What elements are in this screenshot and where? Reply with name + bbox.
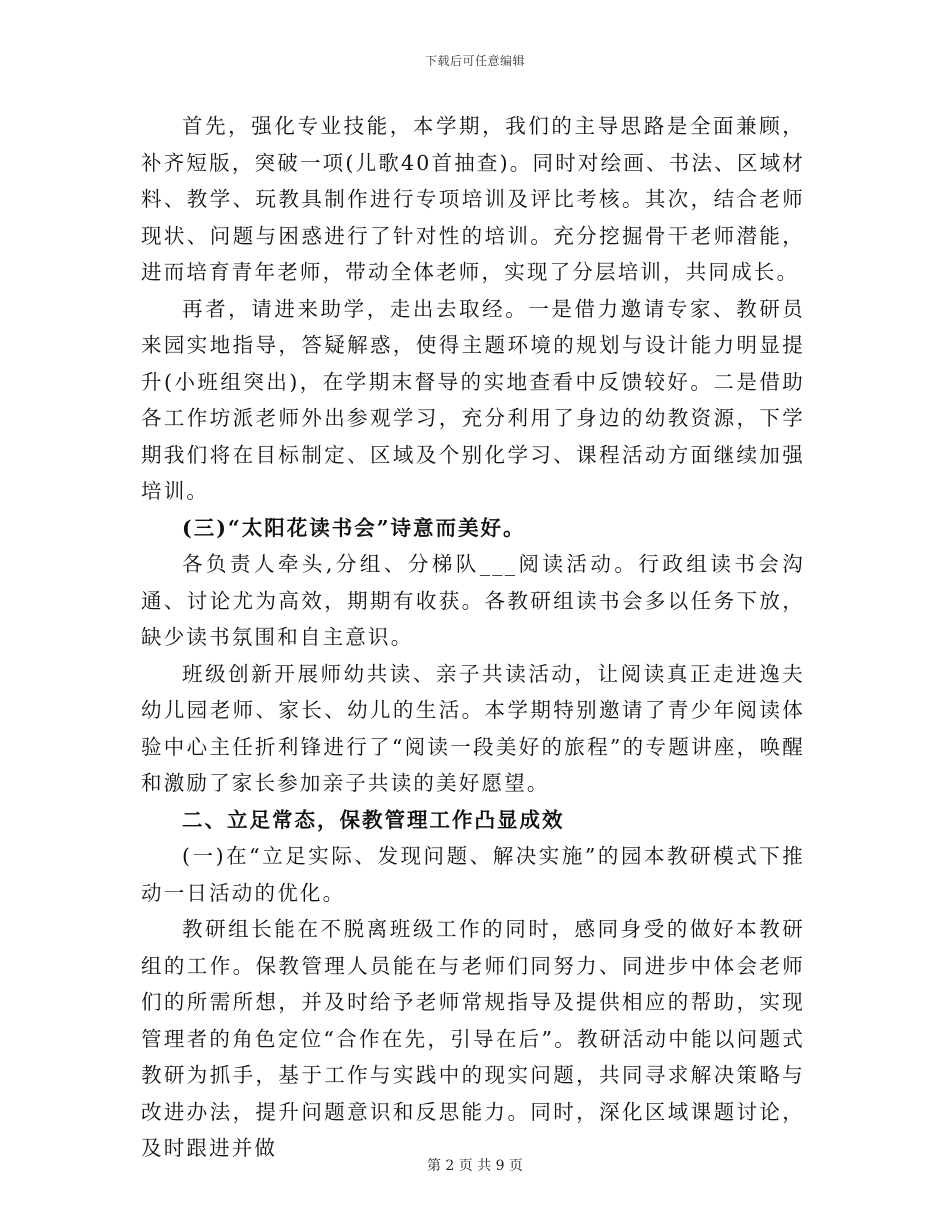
section-heading-reading-club: (三)“太阳花读书会”诗意而美好。 <box>182 515 526 540</box>
paragraph-skills-training: 首先，强化专业技能，本学期，我们的主导思路是全面兼顾，补齐短版，突破一项(儿歌40首抽查)。同时对绘画、书法、区域材料、教学、玩教具制作进行专项培训及评比考核。其次，结合老师现状、问题与困惑进行了针对性的培训。充分挖掘骨干老师潜能，进而培育青年老师，带动全体老师，实现了分层培训，共同成长。 <box>141 114 805 284</box>
paragraph-external-learning: 再者，请进来助学，走出去取经。一是借力邀请专家、教研员来园实地指导，答疑解惑，使得主题环境的规划与设计能力明显提升(小班组突出)，在学期末督导的实地查看中反馈较好。二是借助各工作坊派老师外出参观学习，充分利用了身边的幼教资源，下学期我们将在目标制定、区域及个别化学习、课程活动方面继续加强培训。 <box>141 296 805 503</box>
section-heading-management: 二、立足常态，保教管理工作凸显成效 <box>182 807 565 832</box>
page-header: 下载后可任意编辑 <box>424 54 525 68</box>
paragraph-research-leaders: 教研组长能在不脱离班级工作的同时，感同身受的做好本教研组的工作。保教管理人员能在与老师们同努力、同进步中体会老师们的所需所想，并及时给予老师常规指导及提供相应的帮助，实现管理者的角色定位“合作在先，引导在后”。教研活动中能以问题式教研为抓手，基于工作与实践中的现实问题，共同寻求解决策略与改进办法，提升问题意识和反思能力。同时，深化区域课题讨论，及时跟进并做 <box>141 917 805 1160</box>
paragraph-reading-groups: 各负责人牵头,分组、分梯队___阅读活动。行政组读书会沟通、讨论尤为高效，期期有收获。各教研组读书会多以任务下放，缺少读书氛围和自主意识。 <box>141 552 805 649</box>
page-footer: 第 2 页 共 9 页 <box>426 1158 524 1174</box>
document-body <box>141 108 805 1167</box>
paragraph-shared-reading: 班级创新开展师幼共读、亲子共读活动，让阅读真正走进逸夫幼儿园老师、家长、幼儿的生活。本学期特别邀请了青少年阅读体验中心主任折利锋进行了“阅读一段美好的旅程”的专题讲座，唤醒和激励了家长参加亲子共读的美好愿望。 <box>141 661 805 795</box>
paragraph-research-model: (一)在“立足实际、发现问题、解决实施”的园本教研模式下推动一日活动的优化。 <box>141 844 805 905</box>
